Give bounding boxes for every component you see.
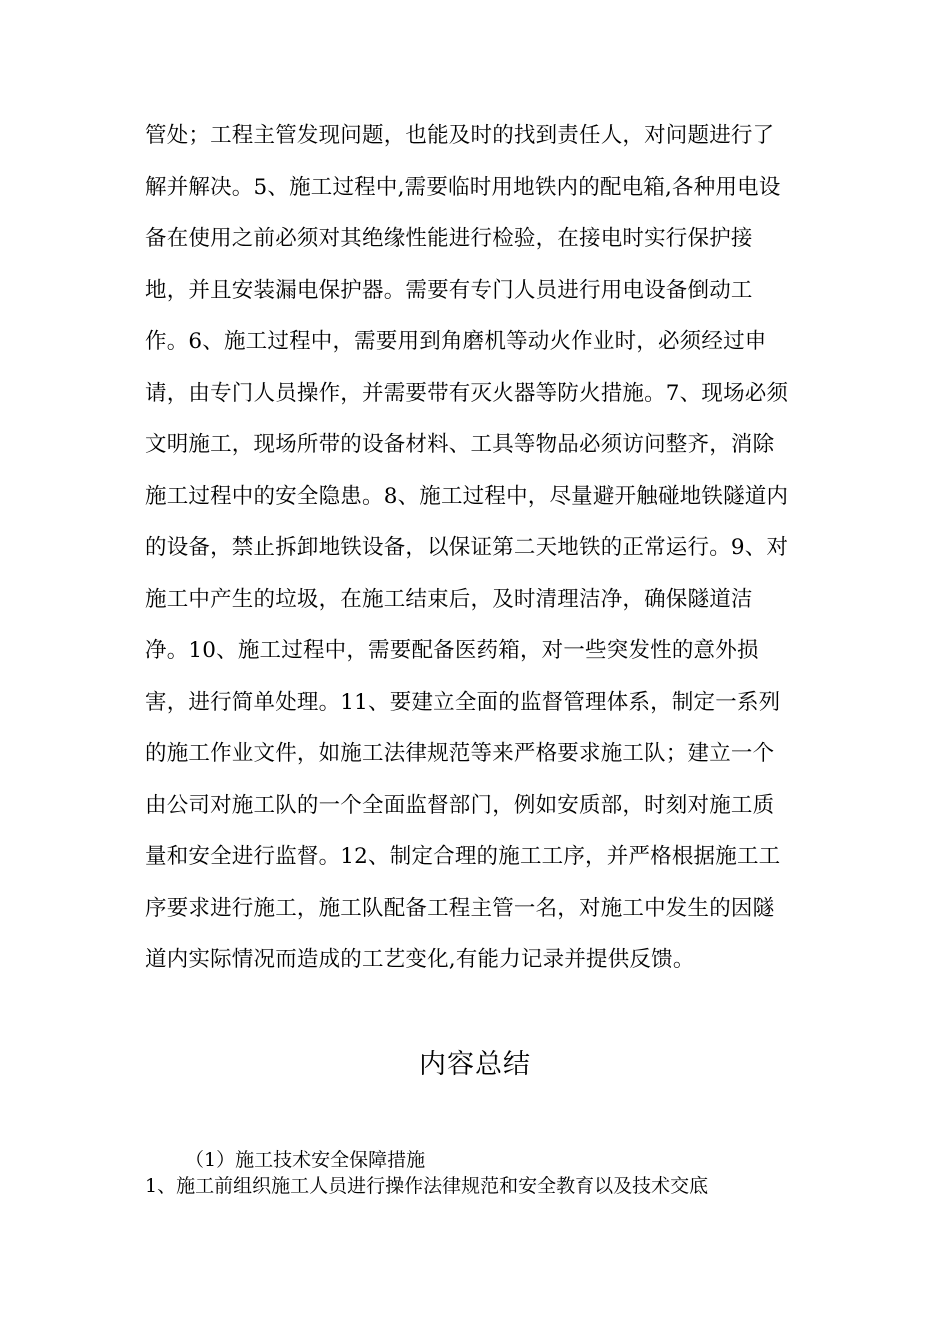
body-line: 作。6、施工过程中，需要用到角磨机等动火作业时，必须经过申 bbox=[145, 329, 767, 354]
body-line: 备在使用之前必须对其绝缘性能进行检验，在接电时实行保护接 bbox=[145, 226, 753, 251]
body-line: 序要求进行施工，施工队配备工程主管一名，对施工中发生的因隧 bbox=[145, 895, 775, 921]
body-line: 解并解决。5、施工过程中,需要临时用地铁内的配电箱,各种用电设 bbox=[145, 174, 781, 200]
sub-heading: （1）施工技术安全保障措施 bbox=[185, 1149, 426, 1171]
sub-line: 1、施工前组织施工人员进行操作法律规范和安全教育以及技术交底 bbox=[145, 1175, 709, 1197]
body-line: 道内实际情况而造成的工艺变化,有能力记录并提供反馈。 bbox=[145, 947, 695, 972]
summary-title: 内容总结 bbox=[419, 1049, 531, 1080]
body-line: 施工过程中的安全隐患。8、施工过程中，尽量避开触碰地铁隧道内 bbox=[145, 483, 789, 509]
body-line: 请，由专门人员操作，并需要带有灭火器等防火措施。7、现场必须 bbox=[145, 380, 789, 406]
body-line: 量和安全进行监督。12、制定合理的施工工序，并严格根据施工工 bbox=[145, 844, 781, 869]
body-line: 管处；工程主管发现问题，也能及时的找到责任人，对问题进行了 bbox=[145, 123, 775, 148]
body-text bbox=[145, 116, 815, 992]
body-line: 文明施工，现场所带的设备材料、工具等物品必须访问整齐，消除 bbox=[145, 432, 775, 457]
body-line: 由公司对施工队的一个全面监督部门，例如安质部，时刻对施工质 bbox=[145, 792, 775, 818]
body-line: 的施工作业文件，如施工法律规范等来严格要求施工队；建立一个 bbox=[145, 741, 775, 766]
body-line: 害，进行简单处理。11、要建立全面的监督管理体系，制定一系列 bbox=[145, 689, 781, 715]
body-line: 地，并且安装漏电保护器。需要有专门人员进行用电设备倒动工 bbox=[145, 277, 753, 303]
body-line: 的设备，禁止拆卸地铁设备，以保证第二天地铁的正常运行。9、对 bbox=[145, 535, 789, 560]
body-line: 施工中产生的垃圾，在施工结束后，及时清理洁净，确保隧道洁 bbox=[145, 586, 753, 612]
body-line: 净。10、施工过程中，需要配备医药箱，对一些突发性的意外损 bbox=[145, 638, 759, 663]
